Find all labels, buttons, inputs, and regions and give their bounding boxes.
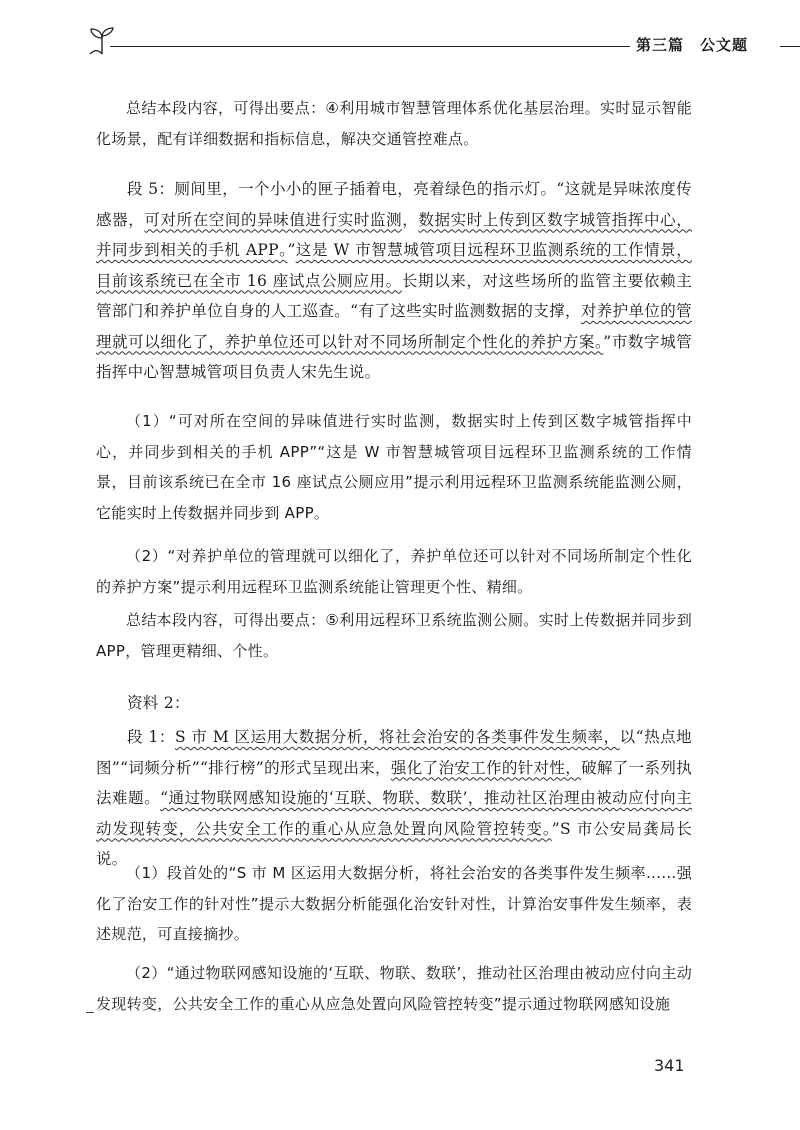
underlined-span: S 市 M 区运用大数据分析，将社会治安的各类事件发生频率， (174, 728, 620, 746)
text-span: ” (287, 241, 296, 259)
summary-paragraph-4: 总结本段内容，可得出要点：④利用城市智慧管理体系优化基层治理。实时显示智能化场景，配有详细数据和指标信息，解决交通管控难点。 (96, 99, 692, 148)
text-span: ”S 市公安局龚局长说。 (96, 819, 692, 868)
sprout-icon (88, 26, 116, 56)
underlined-span: 强化了治安工作的针对性， (390, 758, 582, 777)
text-span: ”市数字城管指挥中心智慧城管项目负责人宋先生说。 (96, 332, 692, 381)
header-rule-left (110, 46, 630, 47)
analysis-paragraph-3: （1）段首处的“S 市 M 区运用大数据分析，将社会治安的各类事件发生频率……强化了治安工作的针对性”提示大数据分析能强化治安针对性，计算治安事件发生频率，表述规范，可直接摘抄。 (96, 864, 692, 943)
source-paragraph-5 (96, 174, 692, 388)
underlined-span: 数据实时上传到区数字城管指挥中心，并同步到相关的手机 APP。 (96, 210, 692, 259)
page-number: 341 (654, 1056, 685, 1075)
underlined-span: “通过物联网感知设施的‘互联、物联、数联’，推动社区治理由被动应付向主动发现转变，公共安全工作的重心从应急处置向风险管控转变。 (96, 789, 693, 838)
analysis-paragraph-4: （2）“通过物联网感知设施的‘互联、物联、数联’，推动社区治理由被动应付向主动发现转变，公共安全工作的重心从应急处置向风险管控转变”提示通过物联网感知设施 (96, 964, 692, 1013)
underlined-span: 对养护单位的管理就可以细化了，养护单位还可以针对不同场所制定个性化的养护方案。 (96, 302, 692, 351)
underlined-span: 这是 W 市智慧城管项目远程环卫监测系统的工作情景，目前该系统已在全市 16 座试点公厕应用。 (96, 241, 692, 290)
text-span: 长期以来，对这些场所的监管主要依赖主管部门和养护单位自身的人工巡查。“有了这些实时监测数据的支撑， (96, 271, 692, 320)
text-span: 破解了一系列执法难题。 (96, 758, 693, 807)
text-span: 以“热点地图”“词频分析”“排行榜”的形式呈现出来， (96, 728, 692, 777)
page-header (80, 26, 780, 62)
header-rule-right (780, 46, 800, 47)
material-heading: 资料 2： (127, 694, 190, 712)
text-span: 段 1： (127, 728, 175, 746)
analysis-paragraph-2: （2）“对养护单位的管理就可以细化了，养护单位还可以针对不同场所制定个性化的养护方案”提示利用远程环卫监测系统能让管理更个性、精细。 (96, 547, 692, 596)
section-title: 第三篇 公文题 (636, 36, 749, 54)
analysis-paragraph-1: （1）“可对所在空间的异味值进行实时监测，数据实时上传到区数字城管指挥中心，并同步到相关的手机 APP”“这是 W 市智慧城管项目远程环卫监测系统的工作情景，目前该系统已在全市 16 座试点公厕应用”提示利用远程环卫监测系统能监测公厕，它能实时上传数据并同步到 APP。 (96, 412, 692, 522)
text-span: 段 5：厕间里，一个小小的匣子插着电，亮着绿色的指示灯。“这就是异味浓度传感器， (96, 180, 692, 229)
underlined-span: 可对所在空间的异味值进行实时监测 (144, 210, 403, 229)
text-span: ， (402, 210, 419, 229)
source-paragraph-1 (96, 722, 692, 875)
summary-paragraph-5: 总结本段内容，可得出要点：⑤利用远程环卫系统监测公厕。实时上传数据并同步到 APP，管理更精细、个性。 (96, 611, 692, 660)
margin-mark (86, 1012, 94, 1013)
